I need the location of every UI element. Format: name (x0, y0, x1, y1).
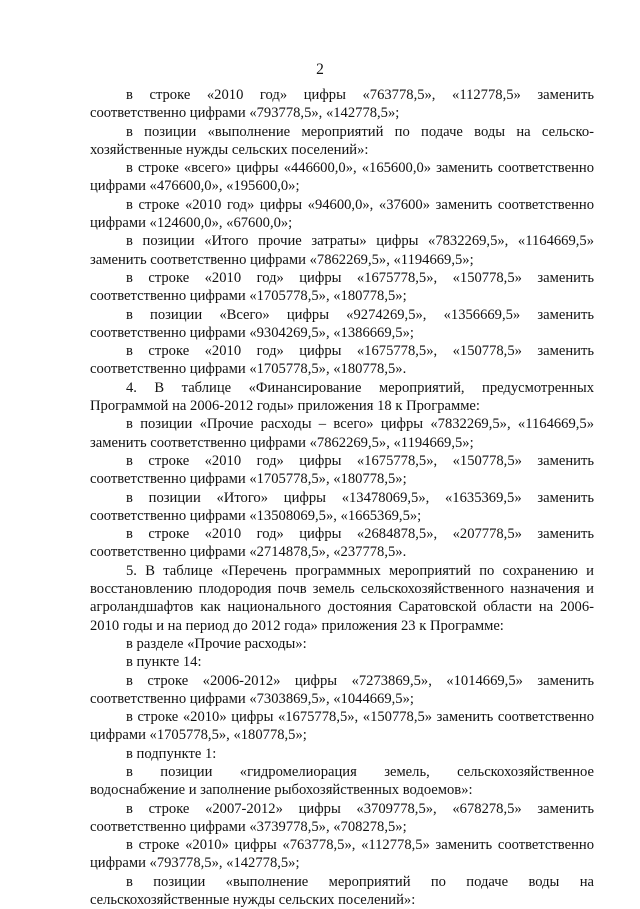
paragraph-23: в позиции «выполнение мероприятий по подаче воды на сельскохозяйственные нужды сельских поселений»: (90, 873, 594, 909)
paragraph-10: в позиции «Прочие расходы – всего» цифры «7832269,5», «1164669,5» заменить соответственно цифрами «7862269,5», «1194669,5»; (90, 416, 594, 451)
paragraph-03: в строке «всего» цифры «446600,0», «165600,0» заменить соответственно цифрами «476600,0», «195600,0»; (90, 160, 594, 195)
paragraph-08: в строке «2010 год» цифры «1675778,5», «150778,5» заменить соответственно цифрами «1705778,5», «180778,5». (90, 343, 594, 378)
paragraph-13: в строке «2010 год» цифры «2684878,5», «207778,5» заменить соответственно цифрами «2714878,5», «237778,5». (90, 526, 594, 561)
paragraph-02: в позиции «выполнение мероприятий по подаче воды на сельско-хозяйственные нужды сельских поселений»: (90, 123, 594, 158)
paragraph-17: в строке «2006-2012» цифры «7273869,5», «1014669,5» заменить соответственно цифрами «7303869,5», «1044669,5»; (90, 672, 594, 707)
paragraph-18: в строке «2010» цифры «1675778,5», «150778,5» заменить соответственно цифрами «1705778,5», «180778,5»; (90, 709, 594, 744)
document-body (90, 86, 594, 909)
paragraph-07: в позиции «Всего» цифры «9274269,5», «1356669,5» заменить соответственно цифрами «9304269,5», «1386669,5»; (90, 306, 594, 341)
paragraph-15: в разделе «Прочие расходы»: (126, 635, 307, 652)
paragraph-06: в строке «2010 год» цифры «1675778,5», «150778,5» заменить соответственно цифрами «1705778,5», «180778,5»; (90, 269, 594, 305)
paragraph-12: в позиции «Итого» цифры «13478069,5», «1635369,5» заменить соответственно цифрами «13508069,5», «1665369,5»; (90, 489, 594, 524)
paragraph-19: в подпункте 1: (126, 745, 217, 762)
paragraph-11: в строке «2010 год» цифры «1675778,5», «150778,5» заменить соответственно цифрами «1705778,5», «180778,5»; (90, 452, 594, 488)
paragraph-05: в позиции «Итого прочие затраты» цифры «7832269,5», «1164669,5» заменить соответственно цифрами «7862269,5», «1194669,5»; (90, 233, 594, 268)
paragraph-20: в позиции «гидромелиорация земель, сельскохозяйственное водоснабжение и заполнение рыбохозяйственных водоемов»: (90, 763, 594, 799)
paragraph-04: в строке «2010 год» цифры «94600,0», «37600» заменить соответственно цифрами «124600,0», «67600,0»; (90, 196, 594, 232)
paragraph-09: 4. В таблице «Финансирование мероприятий, предусмотренных Программой на 2006-2012 годы» приложения 18 к Программе: (90, 379, 594, 415)
paragraph-21: в строке «2007-2012» цифры «3709778,5», «678278,5» заменить соответственно цифрами «3739778,5», «708278,5»; (90, 800, 594, 835)
paragraph-22: в строке «2010» цифры «763778,5», «112778,5» заменить соответственно цифрами «793778,5», «142778,5»; (90, 837, 594, 872)
paragraph-01: в строке «2010 год» цифры «763778,5», «112778,5» заменить соответственно цифрами «793778,5», «142778,5»; (90, 87, 594, 122)
paragraph-14: 5. В таблице «Перечень программных мероприятий по сохранению и восстановлению плодородия почв земель сельскохозяйственного назначения и агроландшафтов как национального достояния Саратовской области на 2006-2010 годы и на период до 2012 года» приложения 23 к Программе: (90, 562, 594, 634)
page-number: 2 (316, 61, 324, 78)
paragraph-16: в пункте 14: (126, 654, 202, 671)
